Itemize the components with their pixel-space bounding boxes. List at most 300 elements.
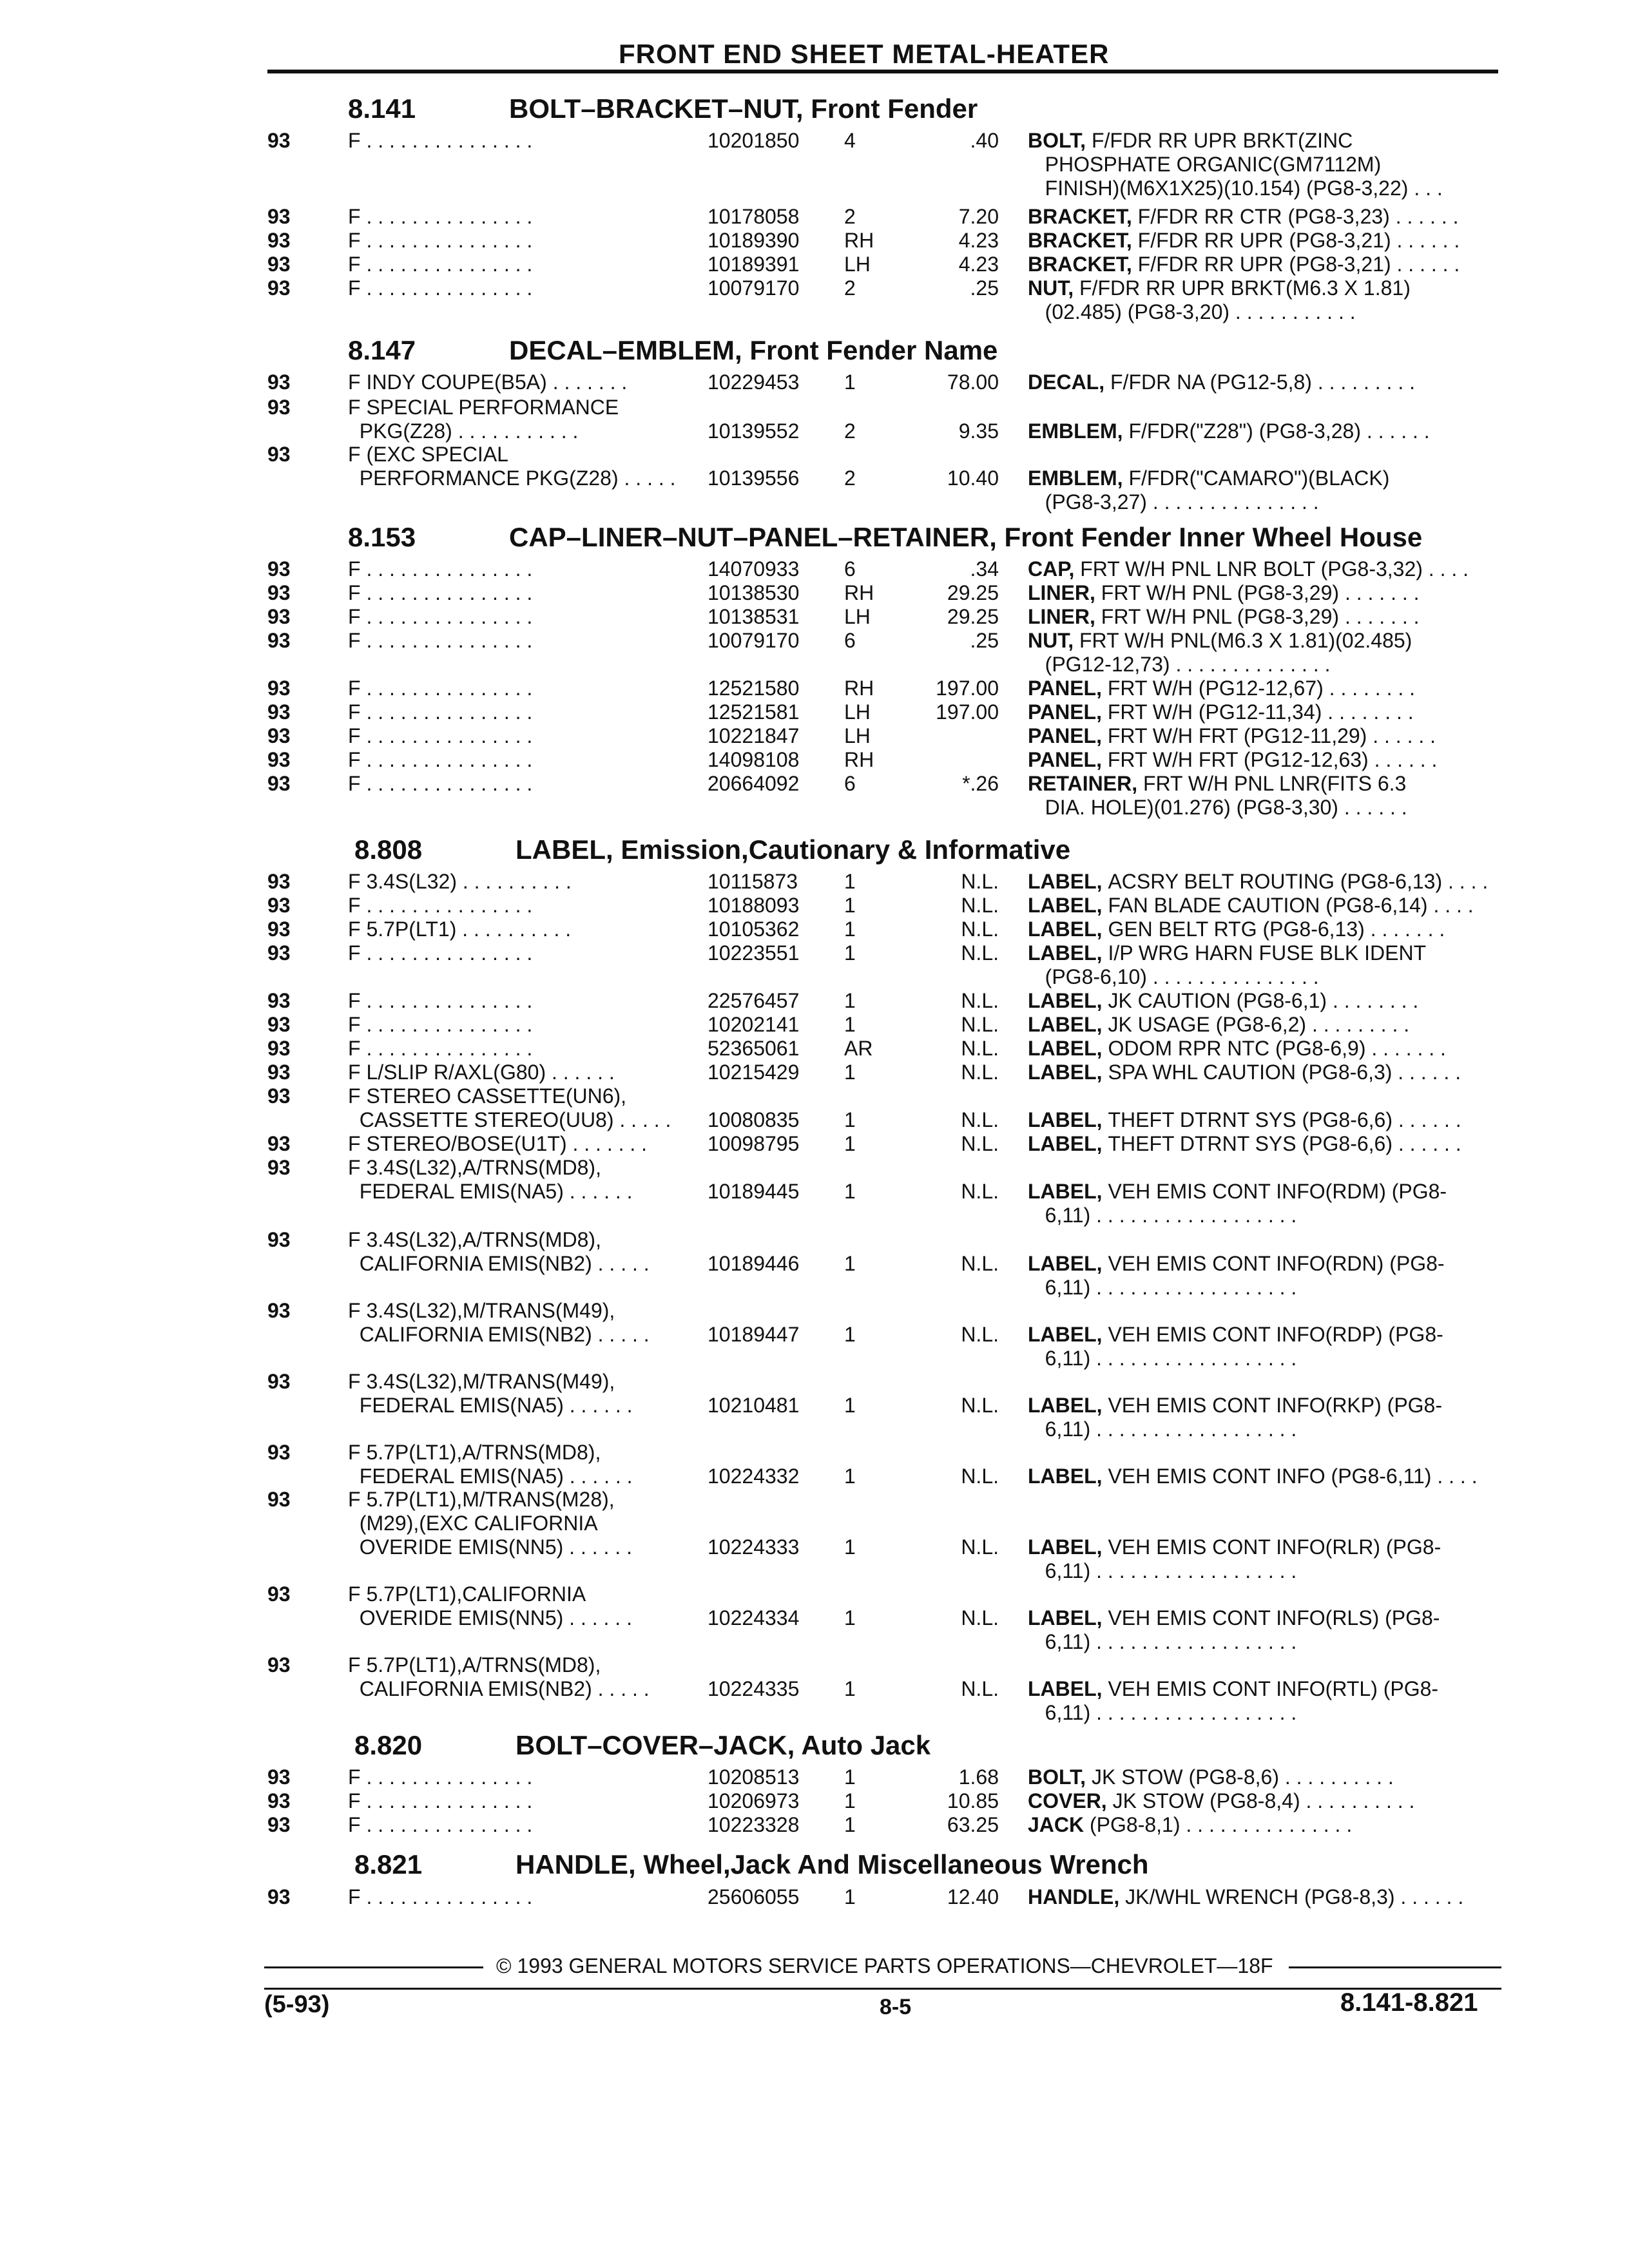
quantity: 4 <box>844 129 856 152</box>
application: F 5.7P(LT1),CALIFORNIA <box>348 1582 586 1606</box>
application: F SPECIAL PERFORMANCE <box>348 396 619 419</box>
model-year: 93 <box>267 724 291 747</box>
description-name: JACK <box>1028 1813 1090 1836</box>
quantity: 2 <box>844 276 856 300</box>
quantity: RH <box>844 677 874 700</box>
quantity: 1 <box>844 1180 856 1203</box>
description: LABEL, VEH EMIS CONT INFO(RTL) (PG8- <box>1028 1677 1439 1700</box>
part-number: 10224334 <box>708 1606 800 1629</box>
application: F . . . . . . . . . . . . . . . <box>348 581 533 604</box>
application: F STEREO CASSETTE(UN6), <box>348 1084 627 1108</box>
application: F . . . . . . . . . . . . . . . <box>348 276 533 300</box>
application: F . . . . . . . . . . . . . . . <box>348 1013 533 1036</box>
price: .25 <box>970 276 999 300</box>
quantity: 1 <box>844 1013 856 1036</box>
application: F . . . . . . . . . . . . . . . <box>348 205 533 228</box>
part-number: 10189390 <box>708 229 800 252</box>
description: COVER, JK STOW (PG8-8,4) . . . . . . . . . . <box>1028 1789 1415 1812</box>
quantity: LH <box>844 605 871 628</box>
application: F . . . . . . . . . . . . . . . <box>348 748 533 771</box>
description-name: LABEL, <box>1028 1132 1108 1155</box>
model-year: 93 <box>267 894 291 917</box>
application: F . . . . . . . . . . . . . . . <box>348 1765 533 1789</box>
description: LABEL, THEFT DTRNT SYS (PG8-6,6) . . . . . . <box>1028 1132 1461 1155</box>
description: 6,11) . . . . . . . . . . . . . . . . . . <box>1028 1204 1297 1227</box>
model-year: 93 <box>267 557 291 581</box>
description-name: RETAINER, <box>1028 772 1143 795</box>
description: LABEL, JK CAUTION (PG8-6,1) . . . . . . . . <box>1028 989 1419 1012</box>
price: N.L. <box>961 1677 999 1700</box>
description: 6,11) . . . . . . . . . . . . . . . . . . <box>1028 1559 1297 1582</box>
description-name: COVER, <box>1028 1789 1113 1812</box>
price: N.L. <box>961 1394 999 1417</box>
description: LABEL, THEFT DTRNT SYS (PG8-6,6) . . . . . . <box>1028 1108 1461 1131</box>
description: LABEL, ACSRY BELT ROUTING (PG8-6,13) . . . . <box>1028 870 1489 893</box>
quantity: 1 <box>844 870 856 893</box>
application: F L/SLIP R/AXL(G80) . . . . . . <box>348 1061 615 1084</box>
application: PERFORMANCE PKG(Z28) . . . . . <box>348 466 676 490</box>
description: (02.485) (PG8-3,20) . . . . . . . . . . . <box>1028 300 1356 323</box>
part-number: 10189447 <box>708 1323 800 1346</box>
header-rule <box>267 70 1498 73</box>
part-number: 10115873 <box>708 870 798 893</box>
section-number: 8.147 <box>348 335 416 365</box>
part-number: 10105362 <box>708 918 800 941</box>
model-year: 93 <box>267 605 291 628</box>
part-number: 10138531 <box>708 605 800 628</box>
price: N.L. <box>961 1132 999 1155</box>
model-year: 93 <box>267 941 291 965</box>
description: LABEL, I/P WRG HARN FUSE BLK IDENT <box>1028 941 1427 965</box>
price: N.L. <box>961 1252 999 1275</box>
description: 6,11) . . . . . . . . . . . . . . . . . . <box>1028 1276 1297 1299</box>
price: N.L. <box>961 1606 999 1629</box>
price: N.L. <box>961 894 999 917</box>
part-number: 10210481 <box>708 1394 800 1417</box>
price: .34 <box>970 557 999 581</box>
model-year: 93 <box>267 1789 291 1812</box>
section-title: LABEL, Emission,Cautionary & Informative <box>516 834 1071 865</box>
description: 6,11) . . . . . . . . . . . . . . . . . . <box>1028 1701 1297 1724</box>
quantity: 6 <box>844 557 856 581</box>
description: LINER, FRT W/H PNL (PG8-3,29) . . . . . . . <box>1028 581 1420 604</box>
section-number: 8.808 <box>354 834 423 865</box>
quantity: LH <box>844 700 871 724</box>
quantity: 1 <box>844 1885 856 1908</box>
description: CAP, FRT W/H PNL LNR BOLT (PG8-3,32) . . . . <box>1028 557 1469 581</box>
quantity: 2 <box>844 419 856 443</box>
part-number: 25606055 <box>708 1885 800 1908</box>
footer-rule-left <box>264 1966 483 1968</box>
description: 6,11) . . . . . . . . . . . . . . . . . . <box>1028 1630 1297 1653</box>
description: (PG8-6,10) . . . . . . . . . . . . . . . <box>1028 965 1319 988</box>
quantity: 1 <box>844 1677 856 1700</box>
model-year: 93 <box>267 1084 291 1108</box>
quantity: 1 <box>844 1765 856 1789</box>
model-year: 93 <box>267 772 291 795</box>
price: N.L. <box>961 918 999 941</box>
section-title: BOLT–BRACKET–NUT, Front Fender <box>509 93 978 124</box>
application: CALIFORNIA EMIS(NB2) . . . . . <box>348 1323 650 1346</box>
model-year: 93 <box>267 1441 291 1464</box>
part-number: 10139552 <box>708 419 800 443</box>
part-number: 10098795 <box>708 1132 800 1155</box>
description-name: LINER, <box>1028 581 1101 604</box>
application: F 3.4S(L32),M/TRANS(M49), <box>348 1370 615 1393</box>
application: F . . . . . . . . . . . . . . . <box>348 700 533 724</box>
description-name: LABEL, <box>1028 1465 1108 1488</box>
price: 197.00 <box>936 677 999 700</box>
price: 1.68 <box>958 1765 999 1789</box>
section-number: 8.821 <box>354 1849 423 1879</box>
model-year: 93 <box>267 1228 291 1251</box>
application: F . . . . . . . . . . . . . . . <box>348 557 533 581</box>
part-number: 10178058 <box>708 205 800 228</box>
part-number: 12521581 <box>708 700 800 724</box>
price: 29.25 <box>947 581 999 604</box>
application: F . . . . . . . . . . . . . . . <box>348 941 533 965</box>
model-year: 93 <box>267 129 291 152</box>
description: 6,11) . . . . . . . . . . . . . . . . . . <box>1028 1347 1297 1370</box>
quantity: 1 <box>844 1606 856 1629</box>
model-year: 93 <box>267 1488 291 1511</box>
part-number: 10202141 <box>708 1013 800 1036</box>
application: F . . . . . . . . . . . . . . . <box>348 1813 533 1836</box>
part-number: 14098108 <box>708 748 800 771</box>
description: LABEL, VEH EMIS CONT INFO(RDM) (PG8- <box>1028 1180 1447 1203</box>
part-number: 10138530 <box>708 581 800 604</box>
quantity: 1 <box>844 989 856 1012</box>
page-number: 8-5 <box>880 1995 912 2019</box>
part-number: 10189446 <box>708 1252 800 1275</box>
quantity: 1 <box>844 894 856 917</box>
footer-date: (5-93) <box>264 1991 330 2018</box>
price: N.L. <box>961 1013 999 1036</box>
quantity: 2 <box>844 205 856 228</box>
description-name: LABEL, <box>1028 1252 1108 1275</box>
part-number: 10208513 <box>708 1765 800 1789</box>
description: LABEL, VEH EMIS CONT INFO(RDP) (PG8- <box>1028 1323 1443 1346</box>
quantity: RH <box>844 229 874 252</box>
description: LABEL, VEH EMIS CONT INFO(RDN) (PG8- <box>1028 1252 1445 1275</box>
application: F 5.7P(LT1),A/TRNS(MD8), <box>348 1653 601 1677</box>
description-name: NUT, <box>1028 629 1079 652</box>
application: PKG(Z28) . . . . . . . . . . . <box>348 419 579 443</box>
description: PANEL, FRT W/H (PG12-11,34) . . . . . . . . <box>1028 700 1414 724</box>
price: N.L. <box>961 1180 999 1203</box>
part-number: 10139556 <box>708 466 800 490</box>
description: (PG12-12,73) . . . . . . . . . . . . . . <box>1028 653 1331 676</box>
description-name: LABEL, <box>1028 1061 1108 1084</box>
model-year: 93 <box>267 1132 291 1155</box>
model-year: 93 <box>267 581 291 604</box>
part-number: 10079170 <box>708 276 800 300</box>
part-number: 10189391 <box>708 253 800 276</box>
part-number: 10223551 <box>708 941 800 965</box>
section-title: DECAL–EMBLEM, Front Fender Name <box>509 335 998 365</box>
quantity: 1 <box>844 1108 856 1131</box>
price: N.L. <box>961 1465 999 1488</box>
price: 29.25 <box>947 605 999 628</box>
description: LABEL, VEH EMIS CONT INFO(RLR) (PG8- <box>1028 1535 1441 1559</box>
description: LABEL, FAN BLADE CAUTION (PG8-6,14) . . . . <box>1028 894 1474 917</box>
part-number: 10206973 <box>708 1789 800 1812</box>
description: LINER, FRT W/H PNL (PG8-3,29) . . . . . . . <box>1028 605 1420 628</box>
price: N.L. <box>961 1535 999 1559</box>
part-number: 10188093 <box>708 894 800 917</box>
price: 78.00 <box>947 370 999 394</box>
description-name: LABEL, <box>1028 1535 1108 1559</box>
description-name: BRACKET, <box>1028 253 1138 276</box>
description-name: BRACKET, <box>1028 205 1138 228</box>
price: N.L. <box>961 1037 999 1060</box>
description: EMBLEM, F/FDR("Z28") (PG8-3,28) . . . . . . <box>1028 419 1430 443</box>
model-year: 93 <box>267 1013 291 1036</box>
quantity: 1 <box>844 1061 856 1084</box>
description: LABEL, ODOM RPR NTC (PG8-6,9) . . . . . . . <box>1028 1037 1446 1060</box>
quantity: RH <box>844 581 874 604</box>
application: F . . . . . . . . . . . . . . . <box>348 894 533 917</box>
model-year: 93 <box>267 1582 291 1606</box>
price: .40 <box>970 129 999 152</box>
description-name: LABEL, <box>1028 870 1108 893</box>
description-name: LABEL, <box>1028 1013 1108 1036</box>
model-year: 93 <box>267 1885 291 1908</box>
footer-rule-right <box>1289 1966 1501 1968</box>
part-number: 10079170 <box>708 629 800 652</box>
description-name: BOLT, <box>1028 129 1092 152</box>
part-number: 10223328 <box>708 1813 800 1836</box>
model-year: 93 <box>267 1037 291 1060</box>
description-name: LABEL, <box>1028 1394 1108 1417</box>
page-title: FRONT END SHEET METAL-HEATER <box>619 39 1110 69</box>
quantity: 1 <box>844 1535 856 1559</box>
model-year: 93 <box>267 253 291 276</box>
part-number: 12521580 <box>708 677 800 700</box>
quantity: RH <box>844 748 874 771</box>
description: PANEL, FRT W/H (PG12-12,67) . . . . . . . . <box>1028 677 1416 700</box>
price: N.L. <box>961 989 999 1012</box>
price: 63.25 <box>947 1813 999 1836</box>
model-year: 93 <box>267 1299 291 1322</box>
quantity: 6 <box>844 772 856 795</box>
model-year: 93 <box>267 748 291 771</box>
model-year: 93 <box>267 1653 291 1677</box>
part-number: 10224335 <box>708 1677 800 1700</box>
quantity: LH <box>844 253 871 276</box>
description-name: PANEL, <box>1028 724 1108 747</box>
part-number: 10201850 <box>708 129 800 152</box>
quantity: 6 <box>844 629 856 652</box>
price: 7.20 <box>958 205 999 228</box>
application: OVERIDE EMIS(NN5) . . . . . . <box>348 1606 632 1629</box>
description: HANDLE, JK/WHL WRENCH (PG8-8,3) . . . . . . <box>1028 1885 1464 1908</box>
model-year: 93 <box>267 370 291 394</box>
model-year: 93 <box>267 229 291 252</box>
model-year: 93 <box>267 1813 291 1836</box>
price: 12.40 <box>947 1885 999 1908</box>
description: RETAINER, FRT W/H PNL LNR(FITS 6.3 <box>1028 772 1407 795</box>
part-number: 10221847 <box>708 724 800 747</box>
application: F INDY COUPE(B5A) . . . . . . . <box>348 370 628 394</box>
quantity: 1 <box>844 1132 856 1155</box>
application: F . . . . . . . . . . . . . . . <box>348 605 533 628</box>
price: N.L. <box>961 1108 999 1131</box>
application: F 5.7P(LT1),A/TRNS(MD8), <box>348 1441 601 1464</box>
description-name: BRACKET, <box>1028 229 1138 252</box>
description-name: BOLT, <box>1028 1765 1092 1789</box>
application: F . . . . . . . . . . . . . . . <box>348 772 533 795</box>
description-name: LABEL, <box>1028 989 1108 1012</box>
description: NUT, FRT W/H PNL(M6.3 X 1.81)(02.485) <box>1028 629 1412 652</box>
model-year: 93 <box>267 700 291 724</box>
application: F . . . . . . . . . . . . . . . <box>348 989 533 1012</box>
section-title: CAP–LINER–NUT–PANEL–RETAINER, Front Fender Inner Wheel House <box>509 522 1423 552</box>
application: F . . . . . . . . . . . . . . . <box>348 1037 533 1060</box>
section-title: BOLT–COVER–JACK, Auto Jack <box>516 1730 931 1760</box>
description-name: PANEL, <box>1028 677 1108 700</box>
model-year: 93 <box>267 918 291 941</box>
price: 9.35 <box>958 419 999 443</box>
quantity: 1 <box>844 1394 856 1417</box>
application: F 3.4S(L32) . . . . . . . . . . <box>348 870 572 893</box>
price: *.26 <box>962 772 999 795</box>
description-name: LABEL, <box>1028 1677 1108 1700</box>
application: F 5.7P(LT1) . . . . . . . . . . <box>348 918 572 941</box>
price: N.L. <box>961 870 999 893</box>
model-year: 93 <box>267 677 291 700</box>
quantity: LH <box>844 724 871 747</box>
application: CALIFORNIA EMIS(NB2) . . . . . <box>348 1677 650 1700</box>
quantity: 1 <box>844 370 856 394</box>
description: BOLT, JK STOW (PG8-8,6) . . . . . . . . . . <box>1028 1765 1394 1789</box>
application: (M29),(EXC CALIFORNIA <box>348 1512 598 1535</box>
section-range: 8.141-8.821 <box>1340 1988 1478 2017</box>
price: 10.40 <box>947 466 999 490</box>
model-year: 93 <box>267 989 291 1012</box>
model-year: 93 <box>267 276 291 300</box>
model-year: 93 <box>267 443 291 466</box>
description-name: LABEL, <box>1028 894 1108 917</box>
section-number: 8.153 <box>348 522 416 552</box>
description: LABEL, GEN BELT RTG (PG8-6,13) . . . . . . . <box>1028 918 1445 941</box>
description: NUT, F/FDR RR UPR BRKT(M6.3 X 1.81) <box>1028 276 1411 300</box>
part-number: 10189445 <box>708 1180 800 1203</box>
description-name: NUT, <box>1028 276 1079 300</box>
footer-copyright: © 1993 GENERAL MOTORS SERVICE PARTS OPERATIONS—CHEVROLET—18F <box>496 1954 1273 1977</box>
description-name: CAP, <box>1028 557 1081 581</box>
application: F . . . . . . . . . . . . . . . <box>348 253 533 276</box>
price: N.L. <box>961 1061 999 1084</box>
description-name: LINER, <box>1028 605 1101 628</box>
application: FEDERAL EMIS(NA5) . . . . . . <box>348 1180 633 1203</box>
model-year: 93 <box>267 396 291 419</box>
description-name: LABEL, <box>1028 1606 1108 1629</box>
price: 4.23 <box>958 229 999 252</box>
description-name: LABEL, <box>1028 1180 1108 1203</box>
description-name: PANEL, <box>1028 700 1108 724</box>
application: F 3.4S(L32),A/TRNS(MD8), <box>348 1228 601 1251</box>
part-number: 14070933 <box>708 557 800 581</box>
part-number: 20664092 <box>708 772 800 795</box>
quantity: 2 <box>844 466 856 490</box>
part-number: 10215429 <box>708 1061 800 1084</box>
description: (PG8-3,27) . . . . . . . . . . . . . . . <box>1028 490 1319 514</box>
description: PANEL, FRT W/H FRT (PG12-12,63) . . . . . . <box>1028 748 1438 771</box>
quantity: 1 <box>844 1789 856 1812</box>
description: BRACKET, F/FDR RR UPR (PG8-3,21) . . . . . . <box>1028 229 1460 252</box>
application: FEDERAL EMIS(NA5) . . . . . . <box>348 1394 633 1417</box>
description-name: LABEL, <box>1028 1108 1108 1131</box>
application: F 3.4S(L32),M/TRANS(M49), <box>348 1299 615 1322</box>
description: LABEL, VEH EMIS CONT INFO(RKP) (PG8- <box>1028 1394 1442 1417</box>
price: 10.85 <box>947 1789 999 1812</box>
application: F . . . . . . . . . . . . . . . <box>348 129 533 152</box>
description: LABEL, VEH EMIS CONT INFO(RLS) (PG8- <box>1028 1606 1440 1629</box>
application: F 5.7P(LT1),M/TRANS(M28), <box>348 1488 615 1511</box>
description-name: LABEL, <box>1028 918 1108 941</box>
application: F STEREO/BOSE(U1T) . . . . . . . <box>348 1132 648 1155</box>
description-name: LABEL, <box>1028 1323 1108 1346</box>
part-number: 10224332 <box>708 1465 800 1488</box>
description: BRACKET, F/FDR RR UPR (PG8-3,21) . . . . . . <box>1028 253 1460 276</box>
section-title: HANDLE, Wheel,Jack And Miscellaneous Wrench <box>516 1849 1149 1879</box>
price: N.L. <box>961 941 999 965</box>
quantity: 1 <box>844 1252 856 1275</box>
price: .25 <box>970 629 999 652</box>
description: BOLT, F/FDR RR UPR BRKT(ZINC <box>1028 129 1353 152</box>
part-number: 10229453 <box>708 370 800 394</box>
description: BRACKET, F/FDR RR CTR (PG8-3,23) . . . . . . <box>1028 205 1459 228</box>
description: PANEL, FRT W/H FRT (PG12-11,29) . . . . . . <box>1028 724 1436 747</box>
model-year: 93 <box>267 1156 291 1179</box>
model-year: 93 <box>267 870 291 893</box>
description: 6,11) . . . . . . . . . . . . . . . . . . <box>1028 1418 1297 1441</box>
price: 197.00 <box>936 700 999 724</box>
description: LABEL, SPA WHL CAUTION (PG8-6,3) . . . . . . <box>1028 1061 1461 1084</box>
description: LABEL, VEH EMIS CONT INFO (PG8-6,11) . . . . <box>1028 1465 1478 1488</box>
application: OVERIDE EMIS(NN5) . . . . . . <box>348 1535 632 1559</box>
quantity: 1 <box>844 941 856 965</box>
application: F . . . . . . . . . . . . . . . <box>348 724 533 747</box>
application: F (EXC SPECIAL <box>348 443 508 466</box>
description: EMBLEM, F/FDR("CAMARO")(BLACK) <box>1028 466 1390 490</box>
application: F 3.4S(L32),A/TRNS(MD8), <box>348 1156 601 1179</box>
application: FEDERAL EMIS(NA5) . . . . . . <box>348 1465 633 1488</box>
description-name: DECAL, <box>1028 370 1110 394</box>
description: PHOSPHATE ORGANIC(GM7112M) <box>1028 153 1382 176</box>
description-name: LABEL, <box>1028 941 1108 965</box>
footer-rule-bottom <box>264 1988 1501 1990</box>
description-name: LABEL, <box>1028 1037 1108 1060</box>
application: CASSETTE STEREO(UU8) . . . . . <box>348 1108 671 1131</box>
part-number: 22576457 <box>708 989 800 1012</box>
description-name: EMBLEM, <box>1028 466 1129 490</box>
section-number: 8.820 <box>354 1730 423 1760</box>
description: DIA. HOLE)(01.276) (PG8-3,30) . . . . . . <box>1028 796 1407 819</box>
application: CALIFORNIA EMIS(NB2) . . . . . <box>348 1252 650 1275</box>
application: F . . . . . . . . . . . . . . . <box>348 1789 533 1812</box>
quantity: 1 <box>844 918 856 941</box>
quantity: 1 <box>844 1323 856 1346</box>
model-year: 93 <box>267 629 291 652</box>
application: F . . . . . . . . . . . . . . . <box>348 229 533 252</box>
application: F . . . . . . . . . . . . . . . <box>348 1885 533 1908</box>
model-year: 93 <box>267 1765 291 1789</box>
application: F . . . . . . . . . . . . . . . <box>348 629 533 652</box>
part-number: 10080835 <box>708 1108 800 1131</box>
quantity: AR <box>844 1037 873 1060</box>
